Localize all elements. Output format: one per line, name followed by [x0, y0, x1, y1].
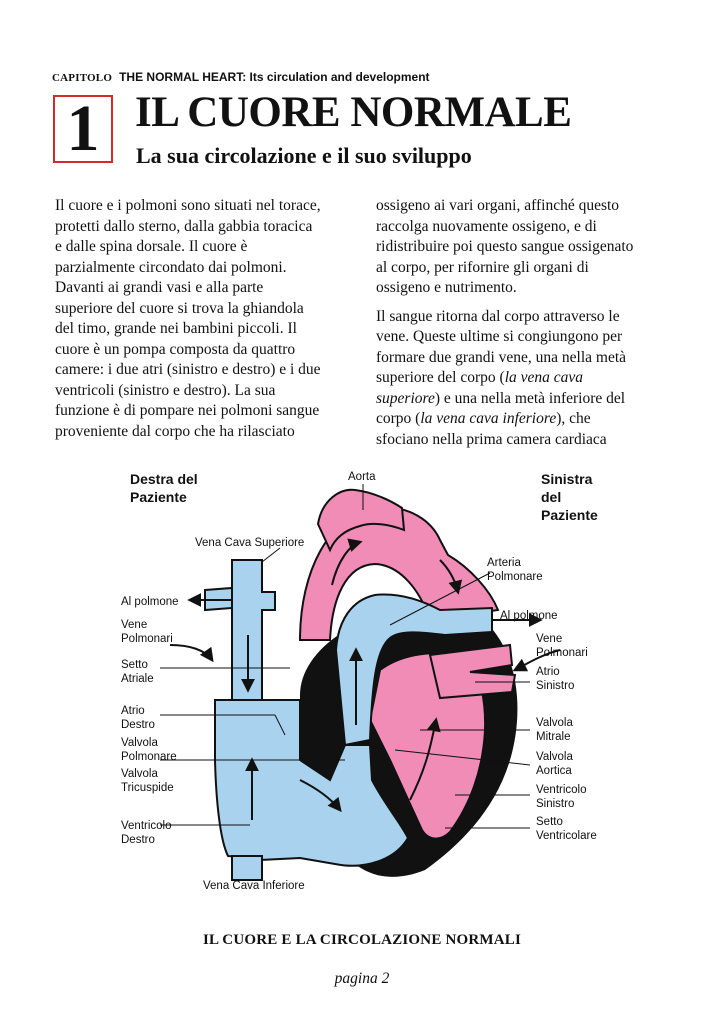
label-arteria-polmonare-1: Arteria: [487, 557, 521, 569]
text-line: formare due grandi vene, una nella metà: [376, 348, 627, 366]
svg-text:Sinistra: [541, 471, 593, 487]
paragraph-veins: [376, 307, 668, 451]
paragraph-continuation: [376, 196, 668, 299]
text-run: superiore del corpo (: [376, 369, 505, 386]
page-title: IL CUORE NORMALE: [135, 89, 572, 136]
label-valvola-tricuspide-2: Tricuspide: [121, 782, 174, 794]
label-arteria-polmonare-2: Polmonare: [487, 571, 543, 583]
label-valvola-aortica-2: Aortica: [536, 765, 572, 777]
label-valvola-mitrale-1: Valvola: [536, 717, 573, 729]
text-line: superiore del cuore si trova la ghiandola: [55, 299, 304, 317]
text-line: ossigeno e nutrimento.: [376, 279, 517, 296]
text-line: ventricoli (sinistro e destro). La sua: [55, 381, 276, 399]
label-ventricolo-destro-1: Ventricolo: [121, 820, 172, 832]
label-destra-line2: Paziente: [130, 489, 187, 505]
label-valvola-tricuspide-1: Valvola: [121, 768, 158, 780]
text-line: e dalle spina dorsale. Il cuore è: [55, 238, 248, 255]
label-sinistra-line3: Paziente: [541, 507, 598, 523]
svg-text:Paziente: [541, 507, 598, 523]
text-line: ossigeno ai vari organi, affinché questo: [376, 197, 620, 214]
text-line: cuore è un pompa composta da quattro: [55, 340, 296, 358]
label-atrio-sinistro-2: Sinistro: [536, 680, 575, 692]
body-column-right: [376, 196, 668, 458]
paragraph-intro: [55, 196, 353, 442]
label-valvola-aortica-1: Valvola: [536, 751, 573, 763]
text-line: [376, 409, 668, 430]
italic-term: superiore: [376, 389, 435, 407]
label-valvola-polmonare-2: Polmonare: [121, 751, 177, 763]
label-vena-cava-superiore: Vena Cava Superiore: [195, 537, 305, 549]
italic-term: la vena cava inferiore: [420, 410, 557, 427]
svg-text:del: [541, 489, 561, 505]
text-run: ), che: [556, 410, 591, 427]
label-sinistra-line1: Sinistra: [541, 471, 593, 487]
label-aorta: Aorta: [348, 471, 376, 483]
text-line: [376, 389, 668, 410]
label-sinistra-line2: del: [541, 489, 562, 505]
text-line: protetti dallo sterno, dalla gabbia toracica: [55, 217, 313, 235]
text-line: funzione è di pompare nei polmoni sangue: [55, 402, 320, 419]
label-setto-atriale-1: Setto: [121, 659, 148, 671]
label-setto-atriale-2: Atriale: [121, 673, 154, 685]
label-vene-polmonari-left-2: Polmonari: [121, 633, 173, 645]
chapter-number: 1: [53, 95, 113, 163]
text-line: camere: i due atri (sinistro e destro) e i due: [55, 361, 321, 378]
label-setto-ventricolare-1: Setto: [536, 816, 563, 828]
text-line: ridistribuire poi questo sangue ossigenato: [376, 238, 634, 255]
svg-text:Destra del: [130, 471, 198, 487]
body-column-left: [55, 196, 353, 450]
label-vene-polmonari-right-1: Vene: [536, 633, 563, 645]
italic-term: la vena cava: [504, 369, 584, 386]
label-setto-ventricolare-2: Ventricolare: [536, 830, 597, 842]
text-line: parzialmente circondato dai polmoni.: [55, 258, 287, 276]
label-ventricolo-destro-2: Destro: [121, 834, 155, 846]
text-line: del timo, grande nei bambini piccoli. Il: [55, 320, 297, 337]
page-number: pagina 2: [334, 970, 390, 987]
inferior-vena-cava: [232, 856, 262, 880]
label-al-polmone-right: Al polmone: [500, 610, 558, 622]
label-valvola-mitrale-2: Mitrale: [536, 731, 571, 743]
superior-vena-cava: [232, 560, 275, 700]
chapter-word: CAPITOLO: [52, 72, 113, 84]
label-atrio-destro-1: Atrio: [121, 705, 145, 717]
text-run: corpo (: [376, 410, 421, 427]
chapter-english-title: THE NORMAL HEART: Its circulation and development: [119, 70, 430, 84]
label-valvola-polmonare-1: Valvola: [121, 737, 158, 749]
label-atrio-destro-2: Destro: [121, 719, 155, 731]
label-atrio-sinistro-1: Atrio: [536, 666, 560, 678]
label-al-polmone-left: Al polmone: [121, 596, 179, 608]
heart-diagram: [0, 460, 724, 900]
text-line: [376, 368, 668, 389]
page-subtitle: La sua circolazione e il suo sviluppo: [136, 143, 472, 168]
label-vena-cava-inferiore: Vena Cava Inferiore: [203, 880, 305, 892]
label-destra-line1: Destra del: [130, 471, 198, 487]
footer-title: IL CUORE E LA CIRCOLAZIONE NORMALI: [202, 932, 522, 948]
text-line: Il cuore e i polmoni sono situati nel torace,: [55, 197, 321, 214]
label-vene-polmonari-right-2: Polmonari: [536, 647, 588, 659]
text-line: raccolga nuovamente ossigeno, e di: [376, 217, 597, 235]
text-line: Davanti ai grandi vasi e alla parte: [55, 279, 264, 296]
label-ventricolo-sinistro-1: Ventricolo: [536, 784, 587, 796]
text-line: Il sangue ritorna dal corpo attraverso le: [376, 307, 620, 325]
text-line: vene. Queste ultime si congiungono per: [376, 328, 623, 345]
text-run: ) e una nella metà inferiore del: [434, 389, 626, 407]
text-line: sfociano nella prima camera cardiaca: [376, 430, 607, 448]
svg-text:Paziente: [130, 489, 187, 505]
text-line: proveniente dal corpo che ha rilasciato: [55, 422, 295, 440]
label-vene-polmonari-left-1: Vene: [121, 619, 148, 631]
label-ventricolo-sinistro-2: Sinistro: [536, 798, 575, 810]
chapter-line: [52, 70, 430, 85]
text-line: al corpo, per rifornire gli organi di: [376, 258, 589, 276]
